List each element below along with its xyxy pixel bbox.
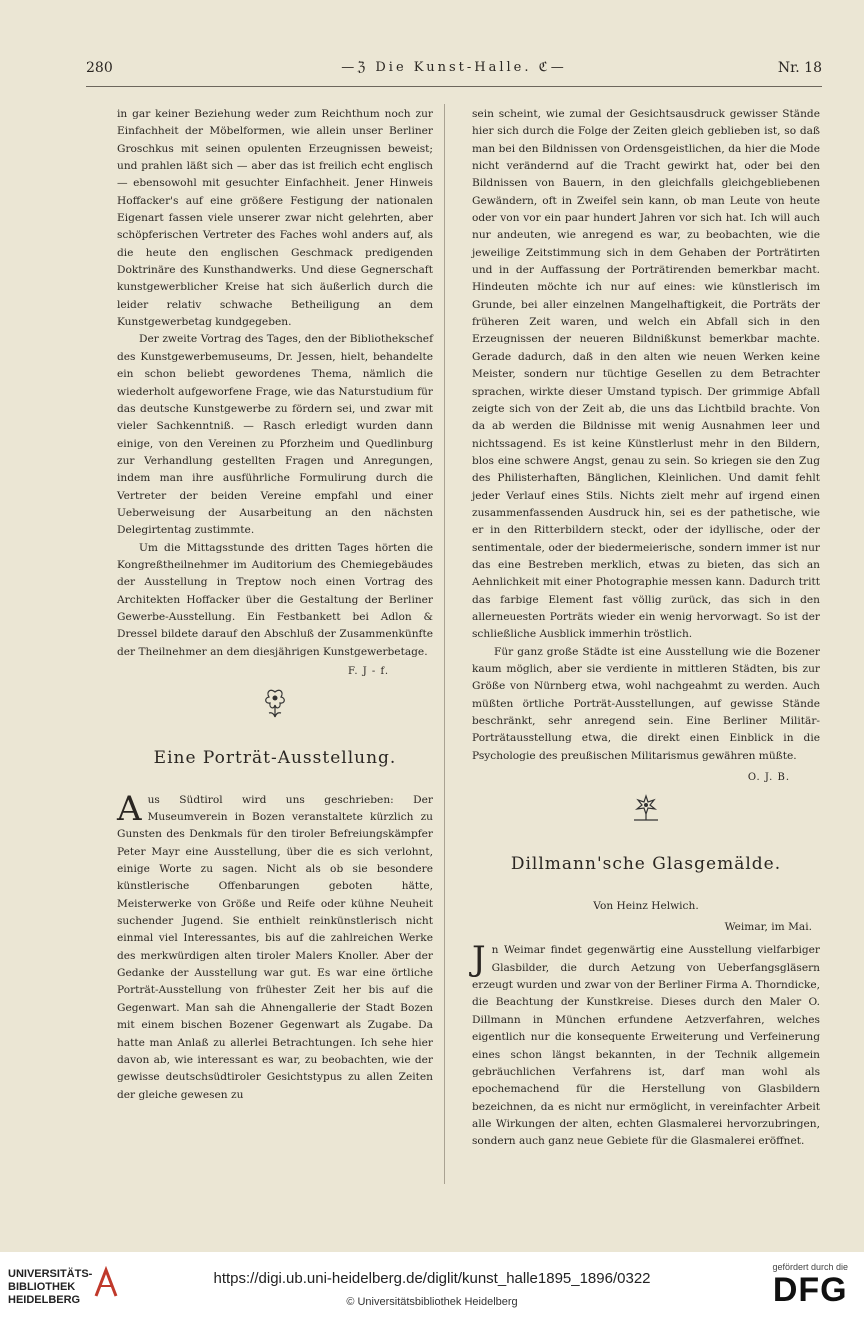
paragraph: in gar keiner Beziehung weder zum Reichthum noch zur Einfachheit der Möbelformen, wie allein unser Berliner Groschkus mit seinen opulenten Erzeugnissen beweist; und prahlen läßt sich — aber das ist freilich echt englisch — ebensowohl mit gesuchter Einfachheit. Jener Hinweis Hoffacker's auf eine größere Festigung der nationalen Eigenart fassen viele unserer zwar nicht gelehrten, aber schöpferischen Vertreter des Faches wohl anders auf, als die heute den englischen Geschmack predigenden Doktrinäre des Kunsthandwerks. Und diese Gegnerschaft kunstgewerblicher Kreise hat sich äußerlich durch die leider relativ schwache Betheiligung an dem Kunstgewerbetag kundgegeben. — [117, 108, 433, 329]
left-column — [117, 106, 433, 1104]
column-divider — [444, 104, 445, 1184]
issue-number: Nr. 18 — [777, 60, 822, 76]
flower-ornament-icon — [117, 686, 433, 720]
paragraph: sein scheint, wie zumal der Gesichtsausdruck gewisser Stände hier sich durch die Folge der Zeiten gleich geblieben ist, so daß man bei den Bildnissen von Ordensgeistlichen, da hier die Mode nicht verändernd auf die Tracht gewirkt hat, oder bei den Bildnissen von Bauern, in den gleichfalls gleichgebliebenen Gewändern, oft in Zweifel sein kann, ob man Leute von heute oder von vor ein paar hundert Jahren vor sich hat. Ich will auch nur andeuten, wie anregend es war, zu beobachten, wie die jeweilige Zeitstimmung sich in dem Gehaben der Porträtirten und in der Auffassung der Porträtirenden bemerkbar macht. Hindeuten möchte ich nur auf eines: wie künstlerisch im Grunde, bei aller einzelnen Mangelhaftigkeit, die Porträts der früheren Zeit waren, und welch ein Abfall sich in den Erzeugnissen der neueren Bildnißkunst bemerkbar machte. Gerade dadurch, daß in den alten wie neuen Werken keine Meister, sondern nur tüchtige Gesellen zu dem Betrachter sprachen, wirkte dieser Umstand typisch. Der grimmige Abfall zeigte sich von der Zeit ab, die uns das Lichtbild brachte. Von da ab werden die Bildnisse mit wenig Ausnahmen leer und nichtssagend. Es ist keine Künstlerlust mehr in den Bildern, blos eine schwere Angst, genau zu sein. So kriegen sie den Zug des Philisterhaften, Bänglichen, Kleinlichen. Und damit fehlt jeder Verlauf eines Stils. Nichts zielt mehr auf irgend einen zusammenfassenden Ausdruck hin, sei es der pathetische, wie er in den Ritterbildern steckt, oder der idyllische, oder der sentimentale, oder der biedermeierische, sondern immer ist nur das eine Bestreben merklich, etwas zu bieten, das sich an Aehnlichkeit mit einer Photographie messen kann. Dadurch tritt das farbige Element fast völlig zurück, das sich in den allerneuesten Porträts wieder ein wenig hervorwagt. So ist der schließliche Ausblick immerhin tröstlich. — [472, 108, 820, 641]
page-header — [86, 58, 822, 84]
header-rule — [86, 86, 822, 87]
author-signature: F. J - f. — [347, 666, 389, 677]
library-name-line: HEIDELBERG — [8, 1294, 81, 1306]
funding-logo[interactable] — [772, 1262, 848, 1308]
section-body — [117, 788, 433, 1104]
dateline: Weimar, im Mai. — [724, 921, 812, 934]
viewer-footer — [0, 1252, 864, 1322]
library-name-line: UNIVERSITÄTS- — [8, 1268, 93, 1280]
paragraph: Um die Mittagsstunde des dritten Tages hörten die Kongreßtheilnehmer im Auditorium des Chemiegebäudes der Ausstellung in Treptow noch einen Vortrag des Architekten Hoffacker über die Gestaltung der Berliner Gewerbe-Ausstellung. Ein Festbankett bei Adlon & Dressel bildete darauf den Abschluß der Zusammenkünfte der Theilnehmer an dem diesjährigen Kunstgewerbetage. — [117, 541, 433, 658]
page-number: 280 — [86, 60, 113, 76]
running-title: —ℨ Die Kunst-Halle. ℭ— — [341, 60, 567, 75]
author-signature: O. J. B. — [747, 772, 790, 784]
section-body — [472, 939, 820, 1150]
right-column — [472, 106, 820, 1151]
byline: Von Heinz Helwich. — [593, 899, 699, 912]
drop-cap: A — [117, 788, 142, 829]
permalink-url[interactable]: https://digi.ub.uni-heidelberg.de/diglit/kunst_halle1895_1896/0322 — [213, 1270, 651, 1287]
copyright-notice: © Universitätsbibliothek Heidelberg — [346, 1296, 518, 1308]
section-title-portrait-exhibition: Eine Porträt-Ausstellung. — [153, 748, 397, 769]
flower-ornament-icon — [472, 792, 820, 826]
section-title-glass-paintings: Dillmann'sche Glasgemälde. — [510, 854, 782, 875]
library-name-line: BIBLIOTHEK — [8, 1281, 76, 1293]
funding-label: gefördert durch die — [772, 1262, 848, 1272]
paragraph: Für ganz große Städte ist eine Ausstellung wie die Bozener kaum möglich, aber sie verdiente in mittleren Städten, bis zur Größe von Nürnberg etwa, wohl nachgeahmt zu werden. Auch müßten örtliche Porträt-Ausstellungen, auf gewisse Stände beschränkt, sehr anregend sein. Eine Berliner Militär-Porträtausstellung etwa, die direkt einen Einblick in die Psychologie des preußischen Militarismus gewähren müßte. — [472, 645, 820, 762]
dfg-logo: DFG — [772, 1271, 848, 1309]
paragraph: Der zweite Vortrag des Tages, den der Bibliothekschef des Kunstgewerbemuseums, Dr. Jessen, hielt, behandelte ein schon beliebt gewordenes Thema, nämlich die wiederholt aufgeworfene Frage, wie das Naturstudium für das deutsche Kunstgewerbe zu fördern sei, und zwar mit vieler Sachkenntniß. — Rasch erledigt wurden dann einige, von den Vereinen zu Pforzheim und Quedlinburg zur Verhandlung gestellten Fragen und Anregungen, indem man ihre ausführliche Formulirung durch die Vertreter der beiden Vereine empfahl und einer Ueberweisung der Ausarbeitung an den nächsten Delegirtentag zustimmte. — [117, 333, 433, 537]
section-text: n Weimar findet gegenwärtig eine Ausstellung vielfarbiger Glasbilder, die durch Aetzung von Ueberfangsgläsern erzeugt wurden und zwar von der Berliner Firma A. Thorndicke, die Beachtung der Kunstkreise. Dieses durch den Maler O. Dillmann in München erfundene Aetzverfahren, welches eigentlich nur die konsequente Erweiterung und Verfeinerung eines schon längst bekannten, in der Technik allgemein gebräuchlichen Verfahrens ist, darf man wohl als epochemachend für die Herstellung von Glasbildern bezeichnen, da es nicht nur ermöglicht, in vereinfachter Arbeit alle Wirkungen der alten, echten Glasmalerei hervorzubringen, sondern auch ganz neue Gebiete für die Glasmalerei eröffnet. — [472, 944, 820, 1148]
drop-cap: J — [472, 939, 486, 980]
section-text: us Südtirol wird uns geschrieben: Der Museumverein in Bozen veranstaltete kürzlich zu Gunsten des Denkmals für den tiroler Befreiungskämpfer Peter Mayr eine Ausstellung, über die es sich verlohnt, einige Worte zu sagen. Nicht als ob sie besondere künstlerische Offenbarungen geboten hätte, Meisterwerke von Größe und Reife oder kühne Neuheit suchender Jugend. Sie enthielt reinkünstlerisch nicht einmal viel Interessantes, bis auf die zahlreichen Werke des merkwürdigen alten tiroler Malers Knoller. Aber der Gedanke der Ausstellung war gut. Es war eine örtliche Porträt-Ausstellung von frühester Zeit her bis auf die Gegenwart. Man sah die Ahnengallerie der Stadt Bozen mit einem bischen Bozener Gegenwart als Zugabe. Da hatte man Anlaß zu allerlei Betrachtungen. Ich sehe hier davon ab, wie interessant es war, zu beobachten, wie der gewisse deutschsüdtiroler Gesichtstypus zu allen Zeiten der gleiche gewesen zu — [117, 793, 433, 1101]
